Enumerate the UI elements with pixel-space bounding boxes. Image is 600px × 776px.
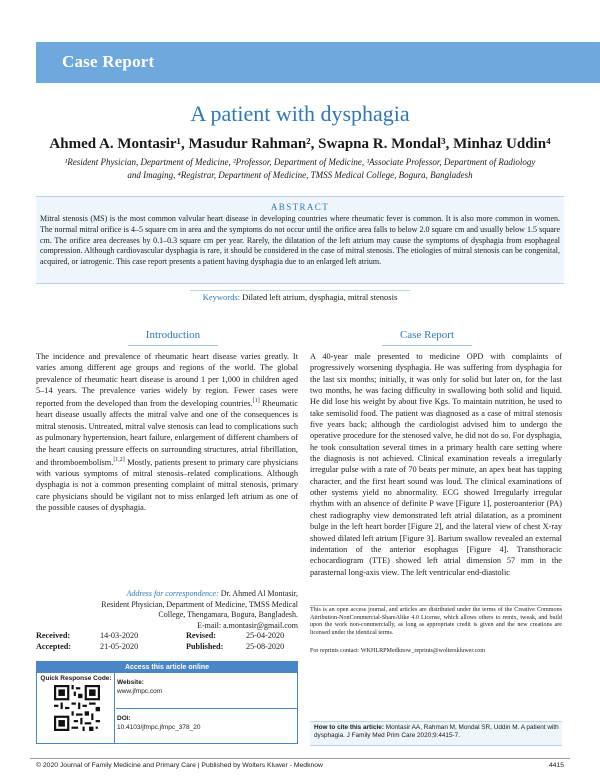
access-divider: [116, 708, 298, 709]
received-label: Received:: [36, 631, 71, 640]
correspondence-line: Resident Physician, Department of Medicine, TMSS Medical: [101, 599, 298, 609]
license-text: This is an open access journal, and articles are distributed under the terms of the Creative Commons Attribution-NonCommercial-ShareAlike 4.0 License, which allows others to remix, tweak, and build upon the work non-commercially, as long as appropriate credit is given and the new creations are licensed under the identical terms.: [310, 607, 562, 636]
case-report-heading-rule: [382, 345, 472, 346]
received-date: 14-03-2020: [100, 631, 139, 640]
citation-ref[interactable]: [1,2]: [113, 456, 125, 463]
correspondence-label: Address for correspondence:: [126, 589, 219, 598]
keywords-label: Keywords:: [202, 292, 241, 302]
abstract-heading: ABSTRACT: [270, 202, 330, 212]
website-label: Website:: [117, 679, 144, 686]
published-label: Published:: [186, 642, 224, 651]
citation-text: How to cite this article: Montasir AA, Rahman M, Mondal SR, Uddin M. A patient with dysphagia. J Family Med Prim Care 2020;9:4415-7.: [314, 724, 559, 740]
access-heading: Access this article online: [37, 662, 297, 673]
introduction-body: The incidence and prevalence of rheumatic heart disease varies greatly. It varies among different age groups and regions of the world. The global prevalence of rheumatic heart disease is around 1 per 1,000 in children aged 5–14 years. The prevalence varies widely by region. Fewer cases were reported from the developed than from the developing countries.[1] Rheumatic heart disease usually affects the mitral valve and one of the consequences is mitral stenosis. Untreated, mitral valve stenosis can lead to complications such as pulmonary hypertension, heart failure, enlargement of different chambers of the heart causing pressure effects on surrounding structures, atrial fibrillation, and thromboembolism.[1,2] Mostly, patients present to primary care physicians with various symptoms of mitral stenosis–related complications. Although dysphagia is not a common presenting complaint of mitral stenosis, primary care physicians should be vigilant not to miss enlarged left atrium as one of the possible causes of dysphagia.: [36, 352, 298, 512]
page-number: 4415: [548, 762, 564, 769]
citation-ref[interactable]: [1]: [252, 398, 260, 405]
keywords-text: Dilated left atrium, dysphagia, mitral stenosis: [242, 292, 398, 302]
correspondence-line: College, Thengamara, Bogura, Bangladesh.: [158, 610, 298, 620]
footer-divider: [30, 758, 570, 759]
website-link[interactable]: www.jfmpc.com: [117, 688, 163, 695]
keywords-divider: [190, 290, 410, 291]
doi-label: DOI:: [117, 715, 131, 722]
case-report-heading: Case Report: [399, 329, 455, 341]
website-field: [117, 678, 297, 696]
doi-link[interactable]: 10.4103/jfmpc.jfmpc_378_20: [117, 724, 201, 731]
revised-label: Revised:: [186, 631, 217, 640]
revised-date: 25-04-2020: [246, 631, 285, 640]
correspondence-email[interactable]: E-mail: a.montasir@gmail.com: [197, 620, 298, 630]
section-banner: [36, 42, 600, 83]
keywords-line: [0, 292, 600, 302]
author-list: Ahmed A. Montasir¹, Masudur Rahman², Swapna R. Mondal³, Minhaz Uddin⁴: [49, 136, 551, 152]
doi-field: [117, 714, 297, 732]
article-type-label: Case Report: [62, 52, 155, 71]
qr-code-icon[interactable]: [54, 685, 100, 731]
article-title: A patient with dysphagia: [190, 101, 410, 126]
introduction-heading-rule: [128, 345, 218, 346]
published-date: 25-08-2020: [246, 642, 285, 651]
case-report-body: A 40-year male presented to medicine OPD with complaints of progressively worsening dysphagia. He was suffering from dysphagia for the last six months; initially, it was only for solid but later on, for the last two months, he was facing difficulty in swallowing both solid and liquid. He did lose his weight by about five Kgs. To maintain nutrition, he used to take semisolid food. The patient was diagnosed as a case of mitral stenosis five years back; although the cardiologist advised him to undergo the operative procedure for the stenosed valve, he did not do so. For dysphagia, he took consultation several times in a primary health care setting where the diagnosis is not achieved. Clinical examination reveals a irregularly irregular pulse with a rate of 70 beats per minute, an apex beat has tapping character, and the first heart sound was loud. The clinical examinations of other systems yield no abnormality. ECG showed Irregularly irregular rhythm with an absence of definite P wave [Figure 1], posteroanterior (PA) chest radiography view demonstrated left atrial dilatation, as a prominent bulge in the left heart border [Figure 2], and the lateral view of chest X-ray showed dilated left atrium [Figure 3]. Barium swallow revealed an external indentation of the anterior esophagus [Figure 4]. Transthoracic echocardiogram (TTE) showed left atrial dimension 57 mm in the parasternal long-axis view. The left ventricular end-diastolic: [310, 352, 562, 577]
qr-panel: [37, 673, 115, 743]
affiliations: ¹Resident Physician, Department of Medicine, ²Professor, Department of Medicine, ³Associate Professor, Department of Radiology and Imaging, ⁴Registrar, Department of Medicine, TMSS Medical College, Bogura, Bangladesh: [64, 157, 536, 180]
footer-copyright: © 2020 Journal of Family Medicine and Primary Care | Published by Wolters Kluwer - Medknow: [36, 762, 323, 769]
abstract-text: Mitral stenosis (MS) is the most common valvular heart disease in developing countries where rheumatic fever is common. It is also more common in women. The normal mitral orifice is 4–5 square cm in area and the symptoms do not occur until the orifice area falls to below 2.0 square cm and usually below 1.5 square cm. The orifice area decreases by 0.1–0.3 square cm per year. Rarely, the dilatation of the left atrium may cause the symptoms of dysphagia from esophageal compression. Although cardiovascular dysphagia is rare, it should be considered in the case of mitral stenosis. The etiologies of mitral stenosis can be congenital, acquired, or iatrogenic. This case report presents a patient having dysphagia due to an enlarged left atrium.: [40, 214, 560, 267]
introduction-heading: Introduction: [145, 329, 201, 341]
article-dates: [36, 631, 298, 653]
citation-label: How to cite this article:: [314, 724, 384, 731]
correspondence-name: Dr. Ahmed Al Montasir,: [220, 589, 298, 598]
accepted-date: 21-05-2020: [100, 642, 139, 651]
accepted-label: Accepted:: [36, 642, 72, 651]
license-divider: [310, 605, 562, 606]
qr-label: Quick Response Code:: [40, 675, 112, 682]
access-online-box: [36, 661, 298, 744]
correspondence-block: [36, 589, 298, 631]
reprints-contact[interactable]: For reprints contact: WKHLRPMedknow_reprints@wolterskluwer.com: [310, 648, 486, 654]
